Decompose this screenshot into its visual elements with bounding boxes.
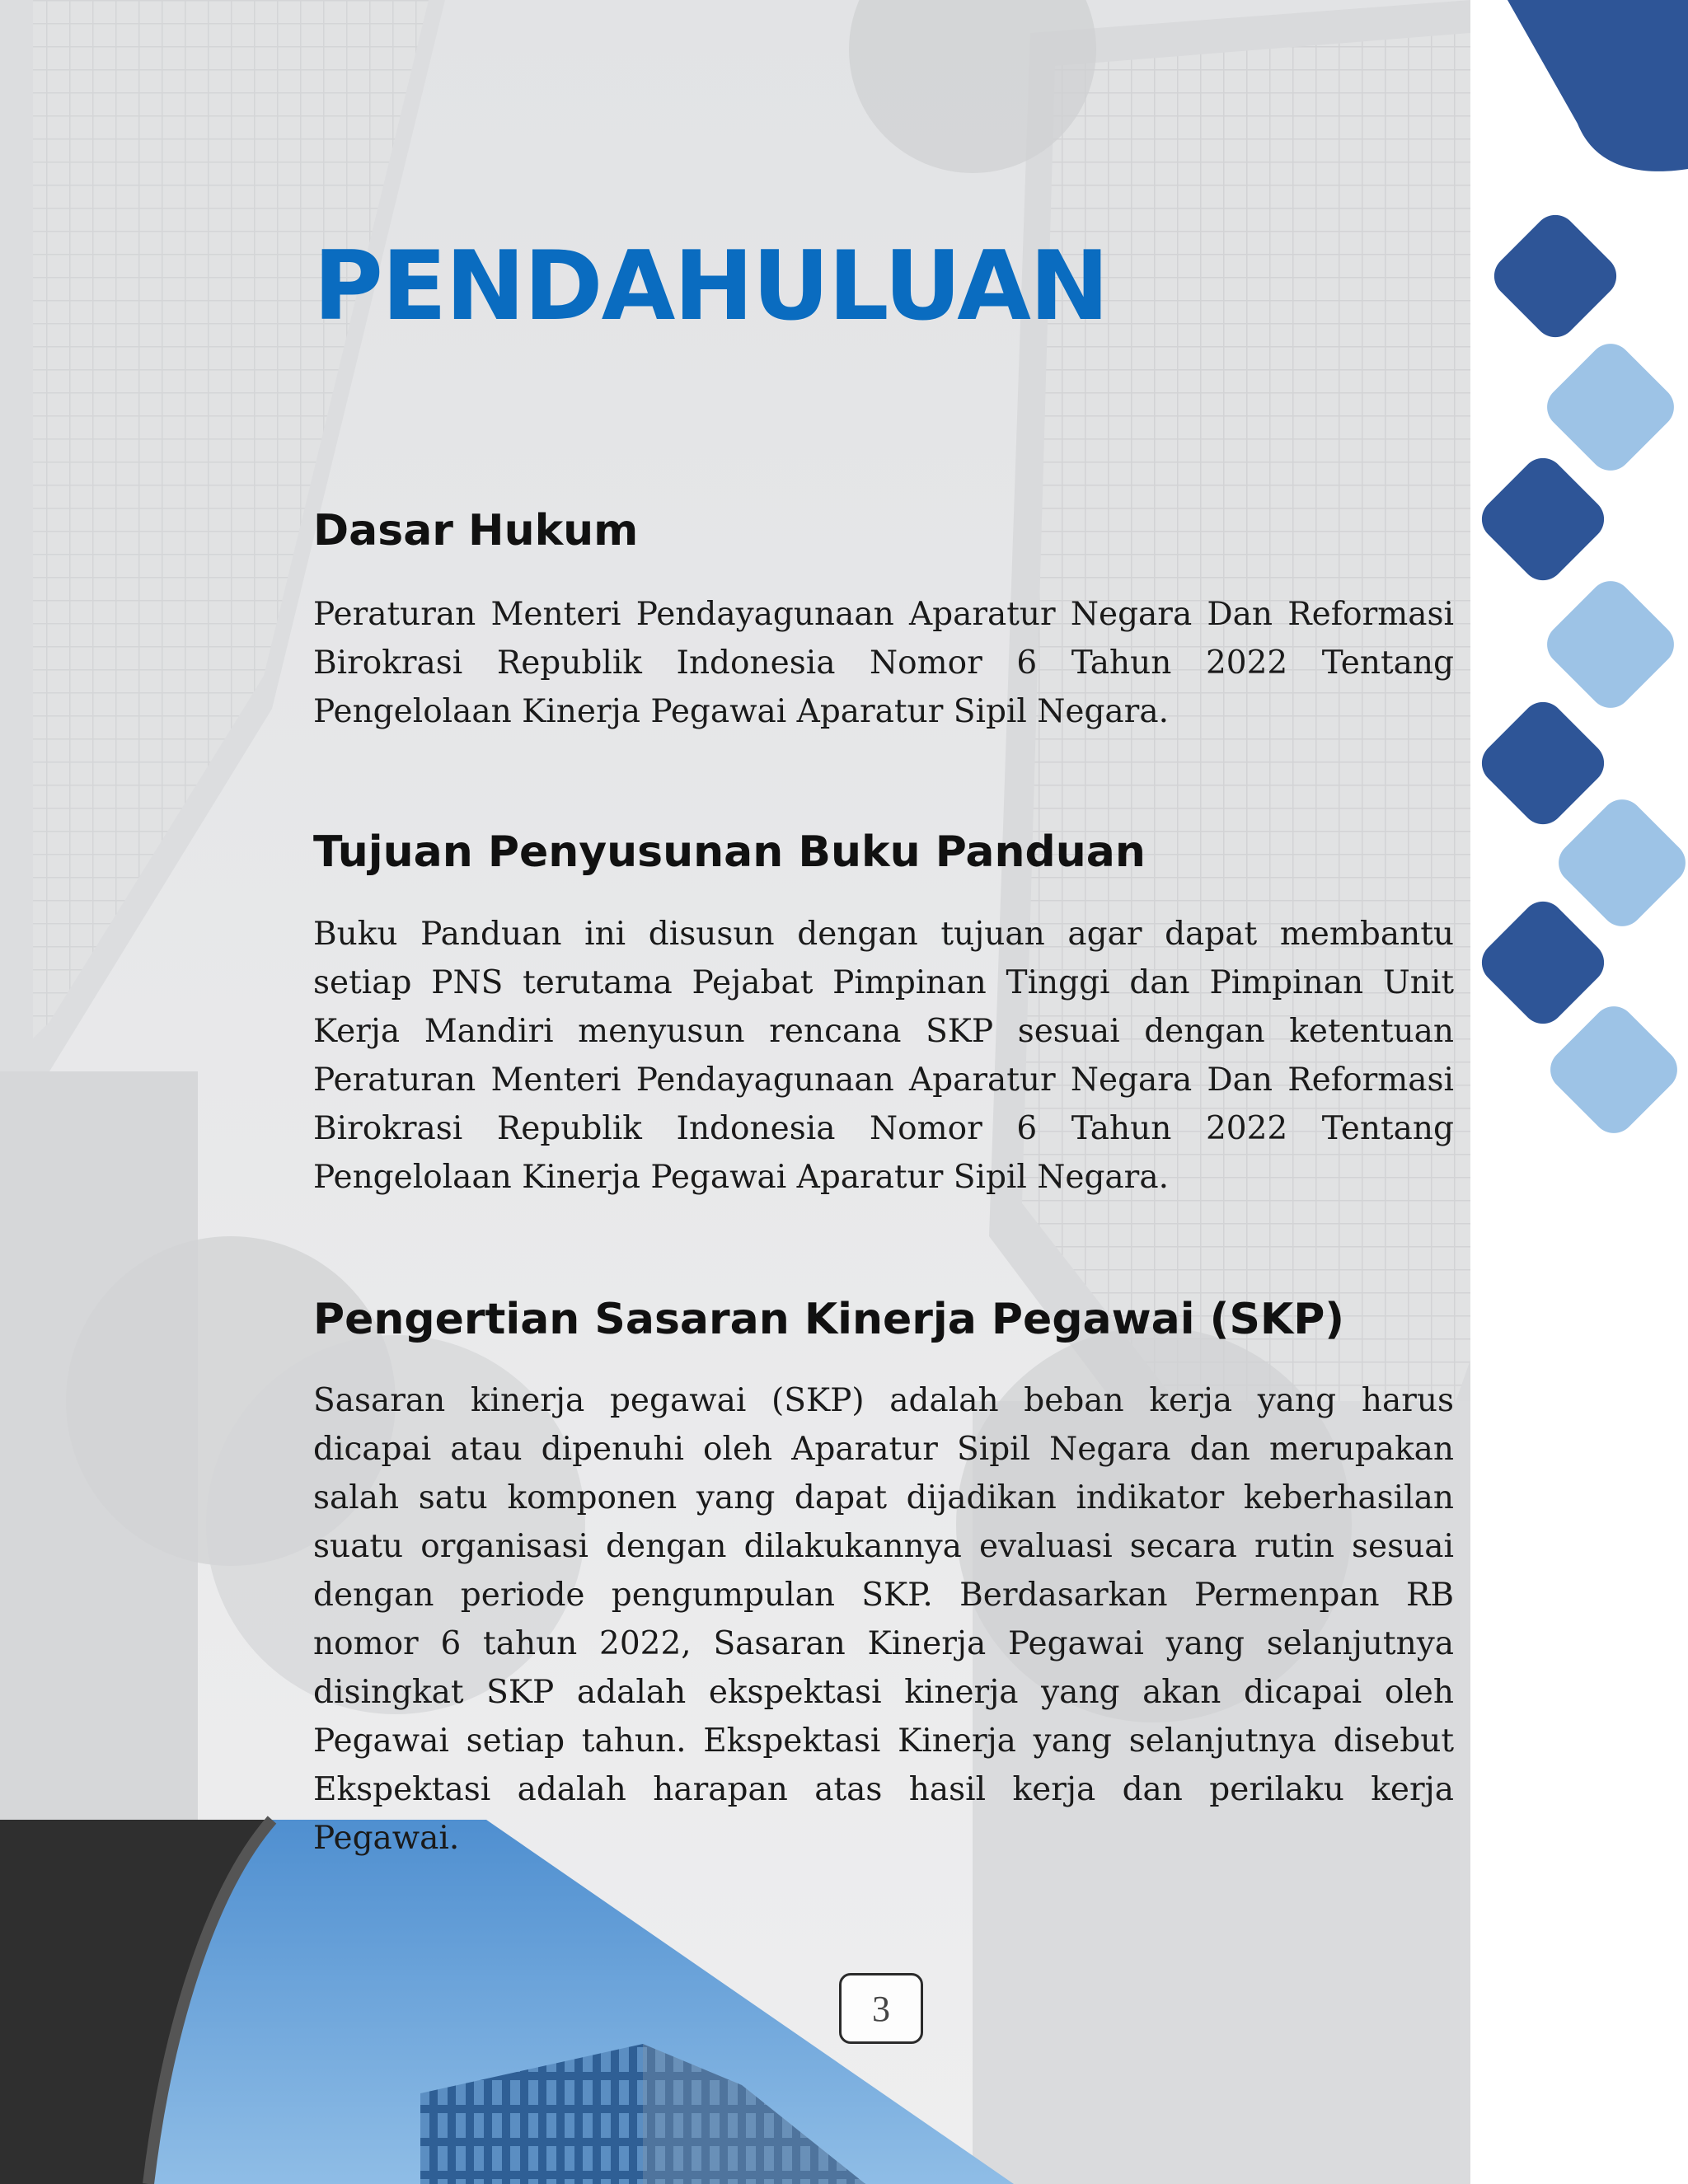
diamond-light-3	[1550, 790, 1688, 935]
section-body-pengertian-skp: Sasaran kinerja pegawai (SKP) adalah beban kerja yang harus dicapai atau dipenuhi oleh Aparatur Sipil Negara dan merupakan salah satu komponen yang dapat dijadikan indikator keberhasilan suatu organisasi dengan dilakukannya evaluasi secara rutin sesuai dengan periode pengumpulan SKP. Berdasarkan Permenpan RB nomor 6 tahun 2022, Sasaran Kinerja Pegawai yang selanjutnya disingkat SKP adalah ekspektasi kinerja yang akan dicapai oleh Pegawai setiap tahun. Ekspektasi Kinerja yang selanjutnya disebut Ekspektasi adalah harapan atas hasil kerja dan perilaku kerja Pegawai.	[313, 1382, 1454, 1857]
section-body-dasar-hukum: Peraturan Menteri Pendayagunaan Aparatur Negara Dan Reformasi Birokrasi Republik Indonesia Nomor 6 Tahun 2022 Tentang Pengelolaan Kinerja Pegawai Aparatur Sipil Negara.	[313, 596, 1454, 730]
diamond-light-1	[1538, 335, 1682, 479]
diamond-light-2	[1538, 572, 1682, 716]
top-curve-shape	[1507, 0, 1688, 171]
diamond-dark-3	[1473, 693, 1613, 833]
diamond-light-4	[1541, 997, 1686, 1141]
diamond-dark-1	[1485, 206, 1625, 346]
decorative-side-strip	[1470, 0, 1688, 2184]
diamond-dark-4	[1473, 893, 1613, 1033]
section-body-tujuan: Buku Panduan ini disusun dengan tujuan agar dapat membantu setiap PNS terutama Pejabat Pimpinan Tinggi dan Pimpinan Unit Kerja Mandiri menyusun rencana SKP sesuai dengan ketentuan Peraturan Menteri Pendayagunaan Aparatur Negara Dan Reformasi Birokrasi Republik Indonesia Nomor 6 Tahun 2022 Tentang Pengelolaan Kinerja Pegawai Aparatur Sipil Negara.	[313, 916, 1454, 1196]
section-heading-tujuan: Tujuan Penyusunan Buku Panduan	[313, 827, 1146, 877]
diamond-dark-2	[1473, 449, 1613, 589]
section-heading-pengertian-skp: Pengertian Sasaran Kinerja Pegawai (SKP)	[313, 1295, 1345, 1344]
diamond-pattern-decoration	[1470, 0, 1688, 2184]
page-title: PENDAHULUAN	[313, 231, 1108, 342]
page-number-box: 3	[839, 1973, 923, 2044]
section-heading-dasar-hukum: Dasar Hukum	[313, 506, 639, 555]
